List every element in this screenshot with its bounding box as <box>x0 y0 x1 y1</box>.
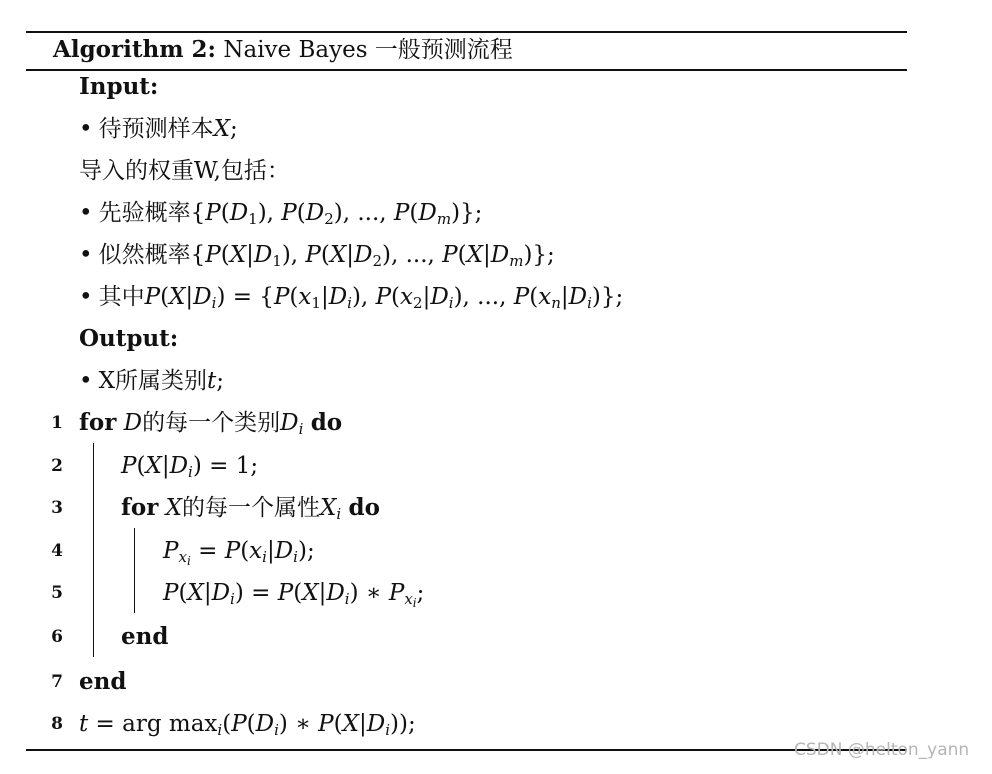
input-likelihood: • 似然概率{$P(X|D_1)$, $P(X|D_2)$, ..., $P(X|D_m)$}; <box>79 242 555 270</box>
input-where: • 其中$P(X|D_i) = \{P(x_1|D_i)$, $P(x_2|D_i)$, ..., $P(x_n|D_i)$}; <box>79 284 624 312</box>
bottom-rule <box>26 749 907 751</box>
algorithm-label: Algorithm 2: <box>53 36 217 63</box>
input-prior: • 先验概率{$P(D_1)$, $P(D_2)$, ..., $P(D_m)$}; <box>79 200 483 228</box>
step-for-attributes: for X的每一个属性$X_i$ do <box>121 494 380 523</box>
step-init-likelihood: $P(X|D_i) = 1$; <box>121 453 259 481</box>
outer-loop-bar <box>93 443 94 657</box>
step-end-outer: end <box>79 668 127 695</box>
step-attribute-prob: $P_{x_i} = P(x_i|D_i)$; <box>163 538 315 568</box>
top-rule <box>26 31 907 33</box>
output-category: • X所属类别t; <box>79 368 224 394</box>
line-number: 8 <box>51 714 63 734</box>
input-weights-intro: 导入的权重W,包括： <box>79 158 290 184</box>
line-number: 5 <box>51 583 63 603</box>
line-number: 3 <box>51 498 63 518</box>
input-heading: Input: <box>79 73 159 100</box>
header-rule <box>26 69 907 71</box>
line-number: 2 <box>51 456 63 476</box>
inner-loop-bar <box>134 528 135 613</box>
line-number: 6 <box>51 627 63 647</box>
step-end-inner: end <box>121 623 169 650</box>
step-update-likelihood: $P(X|D_i) = P(X|D_i)$ ∗ $P_{x_i}$; <box>163 580 425 610</box>
algorithm-title <box>53 34 513 66</box>
line-number: 7 <box>51 672 63 692</box>
watermark: CSDN @helton_yann <box>794 740 970 760</box>
algorithm-name: Naive Bayes 一般预测流程 <box>223 37 513 63</box>
output-heading: Output: <box>79 325 179 352</box>
input-sample: • 待预测样本X; <box>79 116 238 142</box>
step-argmax: t = arg $\max_i(P(D_i)$ ∗ $P(X|D_i)$); <box>79 711 416 739</box>
line-number: 4 <box>51 541 63 561</box>
line-number: 1 <box>51 413 63 433</box>
step-for-categories: for D的每一个类别$D_i$ do <box>79 409 343 438</box>
